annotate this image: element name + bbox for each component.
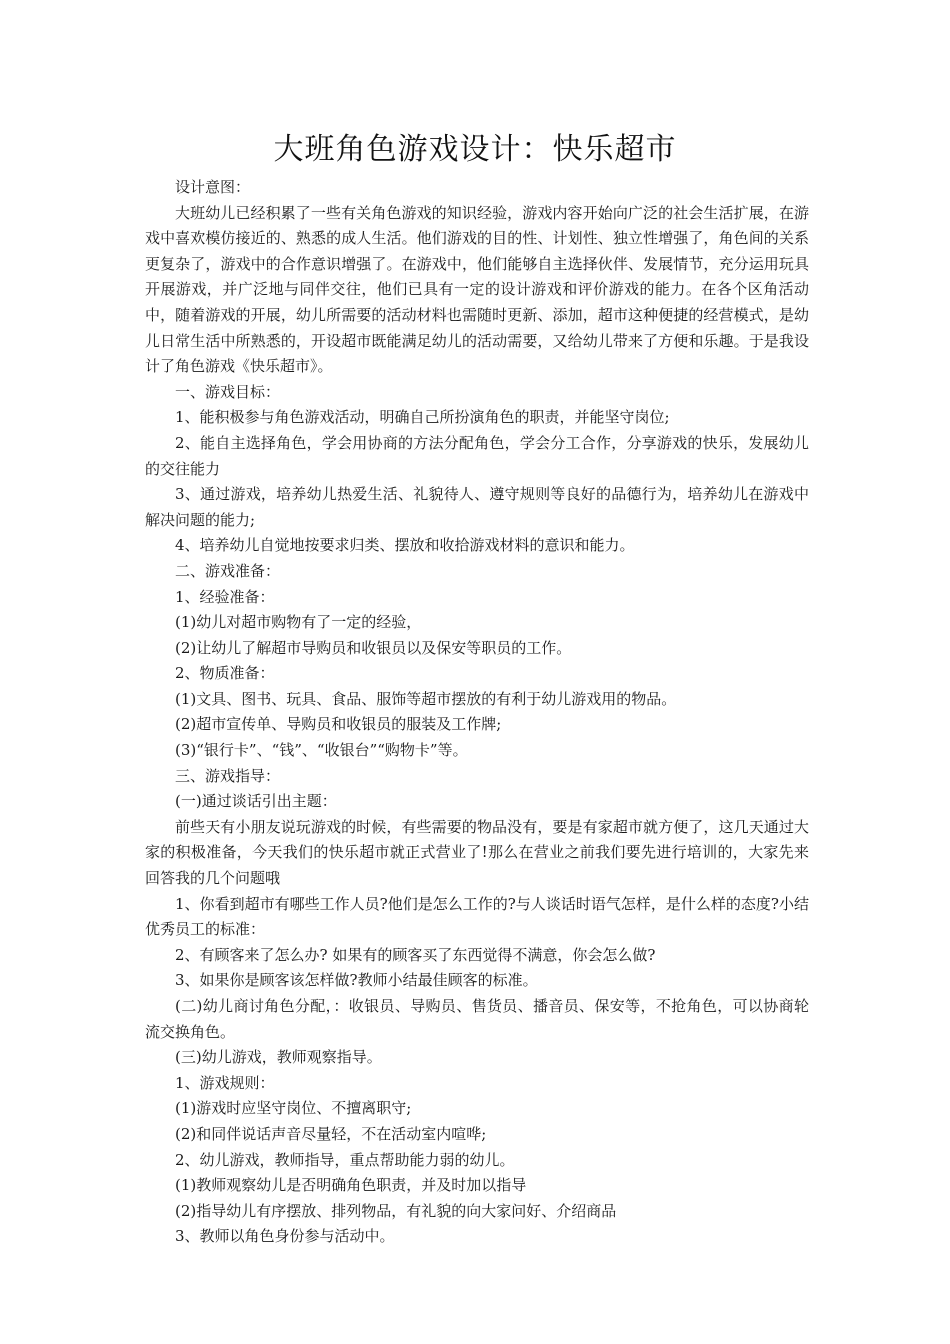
paragraph: (1)教师观察幼儿是否明确角色职责，并及时加以指导 <box>175 1176 527 1195</box>
paragraph: 设计意图： <box>175 178 251 196</box>
paragraph: 2、幼儿游戏，教师指导，重点帮助能力弱的幼儿。 <box>175 1150 515 1169</box>
section-heading: 三、游戏指导： <box>175 766 281 785</box>
paragraph: (二)幼儿商讨角色分配，：收银员、导购员、售货员、播音员、保安等，不抢角色，可以协商轮流交换角色。 <box>145 997 809 1041</box>
document-title: 大班角色游戏设计：快乐超市 <box>273 132 677 167</box>
paragraph: (1)幼儿对超市购物有了一定的经验， <box>175 613 422 632</box>
paragraph: 1、游戏规则： <box>175 1073 275 1092</box>
paragraph: (2)指导幼儿有序摆放、排列物品，有礼貌的向大家问好、介绍商品 <box>175 1201 617 1220</box>
paragraph: 4、培养幼儿自觉地按要求归类、摆放和收拾游戏材料的意识和能力。 <box>175 536 635 555</box>
paragraph: 前些天有小朋友说玩游戏的时候，有些需要的物品没有，要是有家超市就方便了，这几天通过大家的积极准备，今天我们的快乐超市就正式营业了!那么在营业之前我们要先进行培训的，大家先来回答我的几个问题哦 <box>145 817 809 888</box>
paragraph: 1、能积极参与角色游戏活动，明确自己所扮演角色的职责，并能坚守岗位; <box>175 408 670 427</box>
paragraph: 2、物质准备： <box>175 664 275 683</box>
paragraph: (三)幼儿游戏，教师观察指导。 <box>175 1048 382 1067</box>
paragraph: (1)游戏时应坚守岗位、不擅离职守; <box>175 1099 412 1118</box>
paragraph: 大班幼儿已经积累了一些有关角色游戏的知识经验，游戏内容开始向广泛的社会生活扩展，在游戏中喜欢模仿接近的、熟悉的成人生活。他们游戏的目的性、计划性、独立性增强了，角色间的关系更复杂了，游戏中的合作意识增强了。在游戏中，他们能够自主选择伙伴、发展情节，充分运用玩具开展游戏，并广泛地与同伴交往，他们已具有一定的设计游戏和评价游戏的能力。在各个区角活动中，随着游戏的开展，幼儿所需要的活动材料也需随时更新、添加，超市这种便捷的经营模式，是幼儿日常生活中所熟悉的，开设超市既能满足幼儿的活动需要，又给幼儿带来了方便和乐趣。于是我设计了角色游戏《快乐超市》。 <box>145 203 809 376</box>
paragraph: 3、如果你是顾客该怎样做?教师小结最佳顾客的标准。 <box>175 971 538 990</box>
paragraph: (一)通过谈话引出主题： <box>175 792 337 811</box>
section-heading: 二、游戏准备： <box>175 561 281 580</box>
paragraph: 1、经验准备： <box>175 587 275 606</box>
paragraph: (2)让幼儿了解超市导购员和收银员以及保安等职员的工作。 <box>175 638 572 657</box>
document-body <box>145 175 809 1250</box>
paragraph: 2、有顾客来了怎么办? 如果有的顾客买了东西觉得不满意，你会怎么做? <box>175 945 656 964</box>
paragraph: 1、你看到超市有哪些工作人员?他们是怎么工作的?与人谈话时语气怎样，是什么样的态度?小结优秀员工的标准： <box>145 894 809 939</box>
paragraph: (2)超市宣传单、导购员和收银员的服装及工作牌; <box>175 715 502 734</box>
paragraph: 2、能自主选择角色，学会用协商的方法分配角色，学会分工合作，分享游戏的快乐，发展幼儿的交往能力 <box>145 433 809 478</box>
paragraph: (1)文具、图书、玩具、食品、服饰等超市摆放的有利于幼儿游戏用的物品。 <box>175 689 677 708</box>
section-heading: 一、游戏目标： <box>175 382 281 401</box>
paragraph: 3、教师以角色身份参与活动中。 <box>175 1227 395 1246</box>
paragraph: (2)和同伴说话声音尽量轻，不在活动室内喧哗; <box>175 1124 487 1143</box>
paragraph: 3、通过游戏，培养幼儿热爱生活、礼貌待人、遵守规则等良好的品德行为，培养幼儿在游戏中解决问题的能力; <box>145 485 809 529</box>
paragraph: (3)“银行卡”、“钱”、“收银台”“购物卡”等。 <box>175 741 468 760</box>
